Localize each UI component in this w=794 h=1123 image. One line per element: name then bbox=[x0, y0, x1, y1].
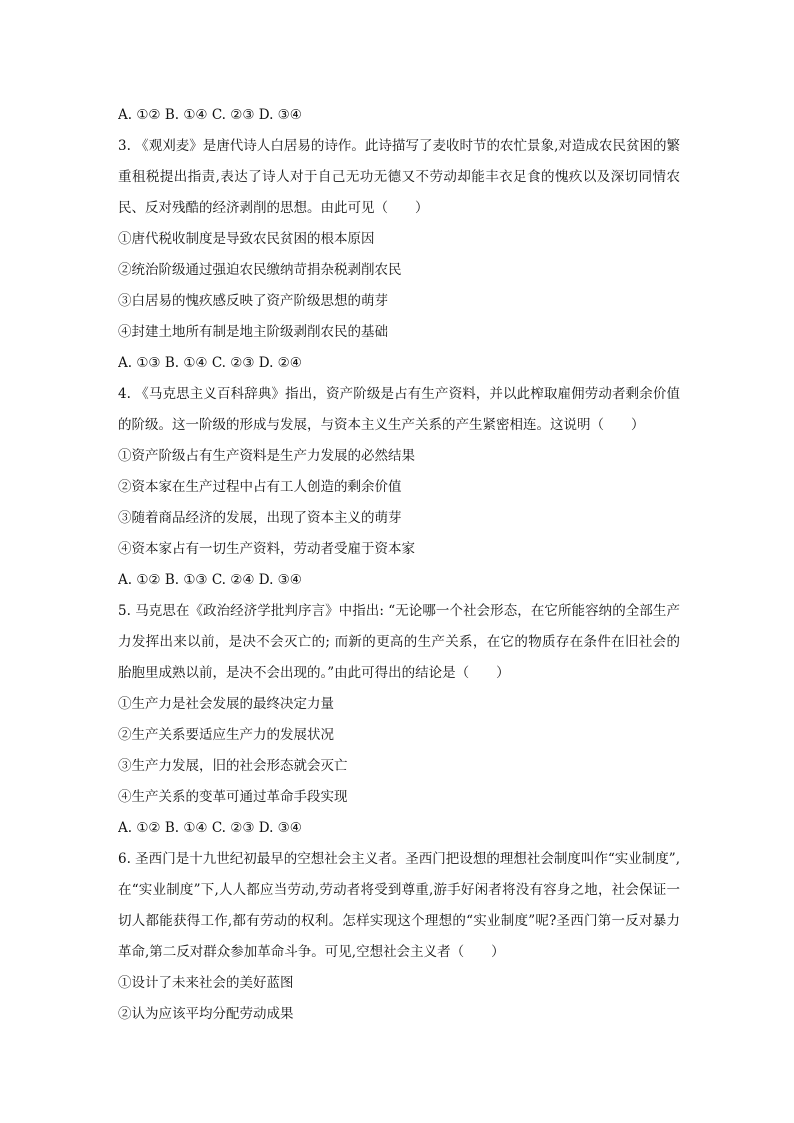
answer-choices-prev: A. ①② B. ①④ C. ②③ D. ③④ bbox=[118, 107, 302, 123]
question-6-option-1: ①设计了未来社会的美好蓝图 bbox=[118, 975, 294, 991]
question-3-option-1: ①唐代税收制度是导致农民贫困的根本原因 bbox=[118, 231, 375, 247]
question-3-option-3: ③白居易的愧疚感反映了资产阶级思想的萌芽 bbox=[118, 293, 388, 309]
question-5-stem: 5. 马克思在《政治经济学批判序言》中指出: “无论哪一个社会形态，在它所能容纳的全部生产力发挥出来以前，是决不会灭亡的; 而新的更高的生产关系，在它的物质存在条件在旧社会的胎胞里成熟以前，是决不会出现的。”由此可得出的结论是（ ） bbox=[118, 603, 680, 681]
question-3-option-4: ④封建土地所有制是地主阶级剥削农民的基础 bbox=[118, 324, 388, 340]
question-5-option-4: ④生产关系的变革可通过革命手段实现 bbox=[118, 789, 348, 805]
question-4-option-4: ④资本家占有一切生产资料，劳动者受雇于资本家 bbox=[118, 541, 415, 557]
question-4-option-2: ②资本家在生产过程中占有工人创造的剩余价值 bbox=[118, 479, 402, 495]
question-3-stem: 3. 《观刈麦》是唐代诗人白居易的诗作。此诗描写了麦收时节的农忙景象,对造成农民贫困的繁重租税提出指责,表达了诗人对于自己无功无德又不劳动却能丰衣足食的愧疚以及深切同情农民、反对残酷的经济剥削的思想。由此可见（ ） bbox=[118, 138, 680, 216]
question-5-option-2: ②生产关系要适应生产力的发展状况 bbox=[118, 727, 334, 743]
question-5-answer-choices: A. ①② B. ①④ C. ②③ D. ③④ bbox=[118, 820, 302, 836]
question-6-option-2: ②认为应该平均分配劳动成果 bbox=[118, 1006, 294, 1022]
question-5-option-1: ①生产力是社会发展的最终决定力量 bbox=[118, 696, 334, 712]
question-4-stem: 4. 《马克思主义百科辞典》指出，资产阶级是占有生产资料，并以此榨取雇佣劳动者剩余价值的阶级。这一阶级的形成与发展，与资本主义生产关系的产生紧密相连。这说明（ ） bbox=[118, 386, 680, 433]
question-5-option-3: ③生产力发展，旧的社会形态就会灭亡 bbox=[118, 758, 348, 774]
question-list bbox=[118, 100, 680, 1030]
question-4-answer-choices: A. ①② B. ①③ C. ②④ D. ③④ bbox=[118, 572, 302, 588]
question-3-option-2: ②统治阶级通过强迫农民缴纳苛捐杂税剥削农民 bbox=[118, 262, 402, 278]
question-3-answer-choices: A. ①③ B. ①④ C. ②③ D. ②④ bbox=[118, 355, 302, 371]
question-4-option-1: ①资产阶级占有生产资料是生产力发展的必然结果 bbox=[118, 448, 415, 464]
question-4-option-3: ③随着商品经济的发展，出现了资本主义的萌芽 bbox=[118, 510, 402, 526]
question-6-stem: 6. 圣西门是十九世纪初最早的空想社会主义者。圣西门把设想的理想社会制度叫作“实业制度”,在“实业制度”下,人人都应当劳动,劳动者将受到尊重,游手好闲者将没有容身之地，社会保证一切人都能获得工作,都有劳动的权利。怎样实现这个理想的“实业制度”呢?圣西门第一反对暴力革命,第二反对群众参加革命斗争。可见,空想社会主义者（ ） bbox=[118, 851, 680, 960]
